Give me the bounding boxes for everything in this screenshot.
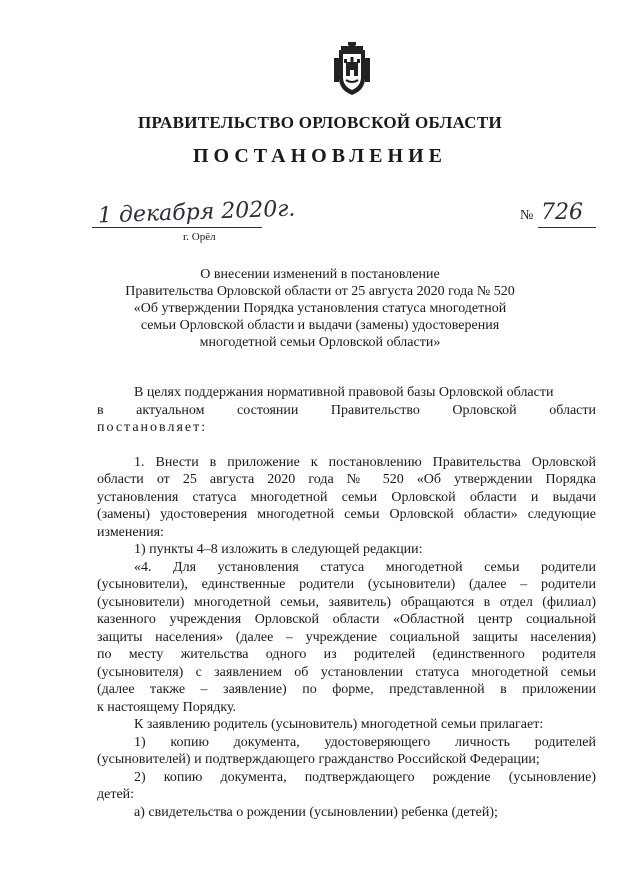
number-label: № [520,208,534,223]
body-line: (усыновителя) с заявлением об установлении статуса многодетной семьи [97,664,596,680]
body-line: по месту жительства одного из родителей (единственного родителя [97,647,596,662]
subject-line: многодетной семьи Орловской области» [199,335,441,350]
body-line: 2) копию документа, подтверждающего рождение (усыновление) [134,769,596,785]
preamble-line: постановляет: [97,420,208,435]
body-line: (усыновители), единственные родители (усыновители) (далее – родители [97,577,596,592]
body-line: «4. Для установления статуса многодетной семьи родители [134,559,596,575]
government-title: ПРАВИТЕЛЬСТВО ОРЛОВСКОЙ ОБЛАСТИ [137,113,503,132]
preamble-line: В целях поддержания нормативной правовой базы Орловской области [134,385,554,400]
handwritten-number: 726 [541,200,583,225]
document-subject [100,266,540,351]
body-line: К заявлению родитель (усыновитель) многодетной семьи прилагает: [134,717,544,732]
city-label: г. Орёл [183,231,216,243]
coat-of-arms-emblem [328,40,376,96]
body-line: 1) пункты 4–8 изложить в следующей редакции: [134,542,423,557]
document-body [97,384,596,821]
body-line: установления статуса многодетной семьи Орловской области и выдачи [97,489,596,505]
body-line: (усыновителей) и подтверждающего гражданство Российской Федерации; [97,752,540,767]
body-line: области от 25 августа 2020 года № 520 «Об утверждении Порядка [97,472,596,487]
body-line: защиты населения» (далее – учреждение социальной защиты населения) [97,629,596,645]
body-line: казенного учреждения Орловской области «Областной центр социальной [97,612,596,627]
body-line: 1) копию документа, удостоверяющего личность родителей [134,734,596,750]
body-line: (замены) удостоверения многодетной семьи Орловской области» следующие [97,507,596,522]
preamble-line: в актуальном состоянии Правительство Орловской области [97,402,596,418]
document-type-heading: ПОСТАНОВЛЕНИЕ [193,145,447,167]
subject-line: «Об утверждении Порядка установления статуса многодетной [133,301,507,316]
body-line: (далее также – заявление) по форме, представленной в приложении [97,682,596,697]
paragraph-gap [97,437,596,454]
body-line: а) свидетельства о рождении (усыновлении) ребенка (детей); [134,804,498,820]
body-line: 1. Внести в приложение к постановлению Правительства Орловской [134,454,596,470]
body-line: изменения: [97,524,164,540]
subject-line: Правительства Орловской области от 25 августа 2020 года № 520 [125,284,515,299]
subject-line: О внесении изменений в постановление [200,267,440,282]
number-underline [538,227,596,228]
body-line: детей: [97,787,135,802]
date-underline [92,227,262,228]
body-line: к настоящему Порядку. [97,699,237,715]
body-line: (усыновители) многодетной семьи, заявитель) обращаются в отдел (филиал) [97,594,596,610]
handwritten-date: 1 декабря 2020г. [97,196,296,229]
subject-line: семьи Орловской области и выдачи (замены) удостоверения [140,318,500,333]
